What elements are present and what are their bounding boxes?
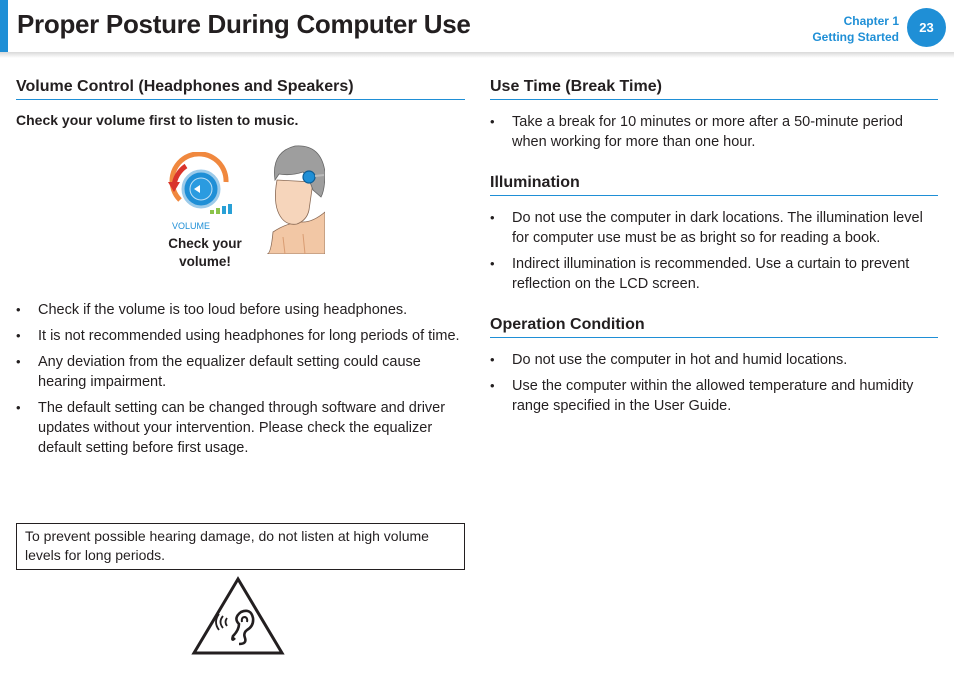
volume-label: VOLUME bbox=[172, 221, 211, 231]
operation-list bbox=[490, 350, 938, 416]
chapter-label bbox=[812, 13, 899, 45]
list-item: • It is not recommended using headphones for long periods of time. bbox=[16, 326, 465, 346]
list-item: • Check if the volume is too loud before using headphones. bbox=[16, 300, 465, 320]
page-title: Proper Posture During Computer Use bbox=[17, 9, 471, 39]
header-divider bbox=[0, 52, 954, 58]
volume-knob-icon bbox=[166, 152, 236, 222]
section-illumination bbox=[490, 174, 938, 294]
volume-subheading: Check your volume first to listen to music. bbox=[16, 112, 299, 128]
headphones-person-icon bbox=[263, 142, 325, 254]
list-item: • Any deviation from the equalizer default setting could cause hearing impairment. bbox=[16, 352, 465, 392]
section-heading-volume: Volume Control (Headphones and Speakers) bbox=[16, 78, 465, 100]
section-operation-condition bbox=[490, 316, 938, 416]
section-break-time bbox=[490, 78, 938, 152]
chapter-name: Getting Started bbox=[812, 30, 899, 44]
break-time-list bbox=[490, 112, 938, 152]
list-item: • Indirect illumination is recommended. Use a curtain to prevent reflection on the LCD screen. bbox=[490, 254, 938, 294]
section-heading-operation: Operation Condition bbox=[490, 316, 938, 338]
illumination-list bbox=[490, 208, 938, 294]
usage-guidelines-column bbox=[490, 78, 938, 422]
volume-control-section bbox=[16, 78, 465, 464]
volume-bullet-list bbox=[16, 300, 465, 458]
hearing-warning-icon bbox=[191, 576, 285, 656]
hearing-notice-box: To prevent possible hearing damage, do not listen at high volume levels for long periods. bbox=[16, 523, 465, 570]
figure-caption: Check your volume! bbox=[168, 236, 242, 269]
list-item: • The default setting can be changed through software and driver updates without your intervention. Please check the equalizer default setting before first usage. bbox=[16, 398, 465, 458]
list-item: • Use the computer within the allowed temperature and humidity range specified in the User Guide. bbox=[490, 376, 938, 416]
section-heading-illumination: Illumination bbox=[490, 174, 938, 196]
list-item: • Do not use the computer in dark locations. The illumination level for computer use must be as bright so for reading a book. bbox=[490, 208, 938, 248]
header-accent-bar bbox=[0, 0, 8, 52]
volume-figure bbox=[16, 142, 465, 292]
list-item: • Take a break for 10 minutes or more after a 50-minute period when working for more than one hour. bbox=[490, 112, 938, 152]
list-item: • Do not use the computer in hot and humid locations. bbox=[490, 350, 938, 370]
page-number-badge: 23 bbox=[907, 8, 946, 47]
chapter-number: Chapter 1 bbox=[843, 14, 899, 28]
section-heading-break-time: Use Time (Break Time) bbox=[490, 78, 938, 100]
